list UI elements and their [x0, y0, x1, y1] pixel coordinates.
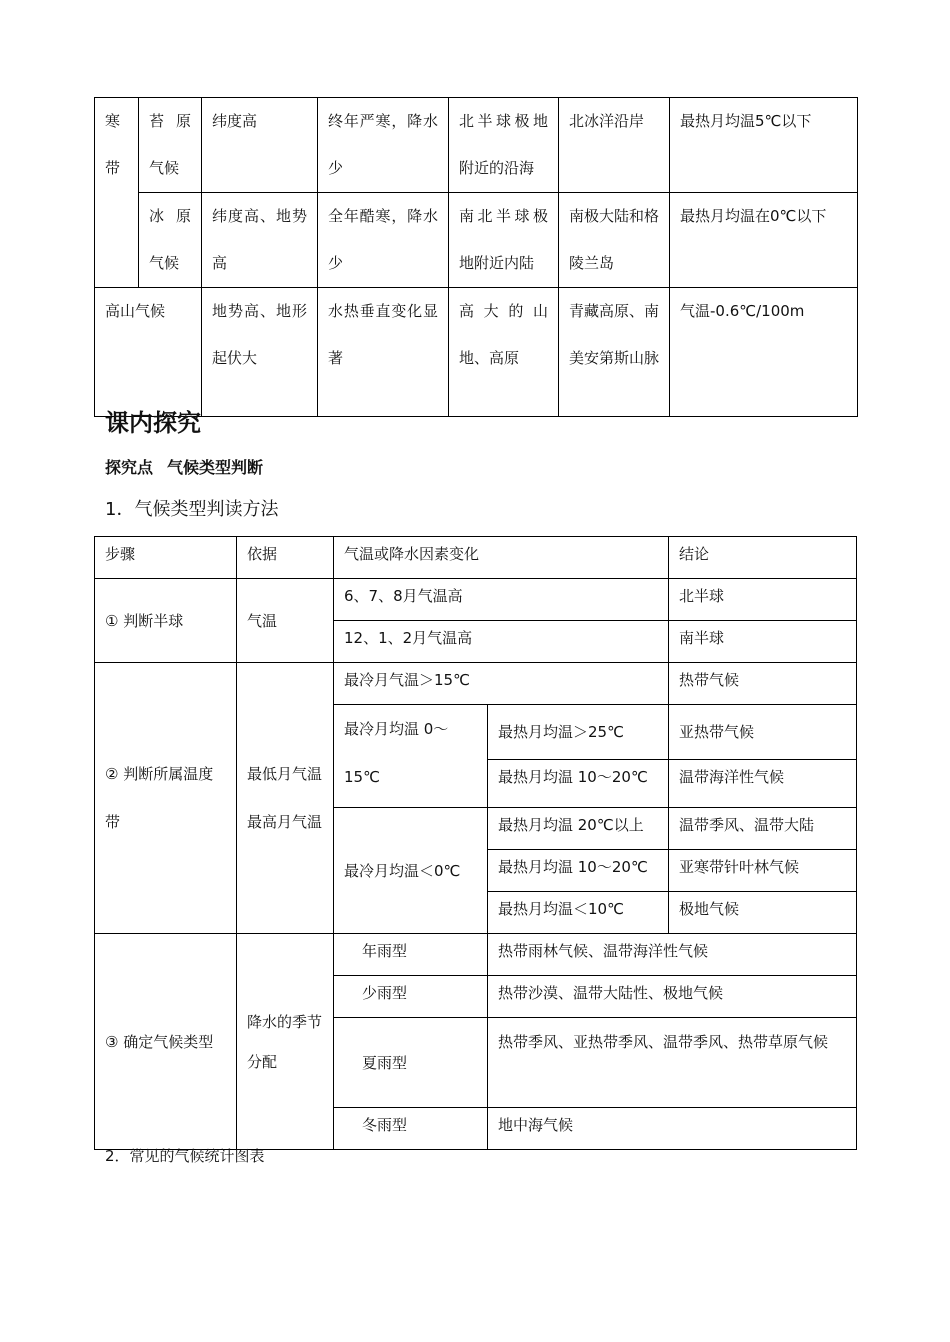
section-title: 课内探究: [105, 409, 201, 437]
basis-cell: 降水的季节分配: [237, 934, 334, 1150]
chart-section-title: 2．常见的气候统计图表: [105, 1147, 265, 1165]
result-cell: 热带雨林气候、温带海洋性气候: [488, 934, 857, 976]
indicator-cell: 最热月均温在0℃以下: [670, 193, 858, 288]
change-cell: 6、7、8月气温高: [334, 579, 669, 621]
distribution-cell: 南北半球极地附近内陆: [449, 193, 559, 288]
change-cell: 最热月均温 20℃以上: [488, 808, 669, 850]
change-cell: 最热月均温 10～20℃: [488, 759, 669, 807]
result-cell: 南半球: [669, 621, 857, 663]
result-cell: 温带海洋性气候: [669, 759, 857, 807]
step-cell: ① 判断半球: [95, 579, 237, 663]
header-cell: 步骤: [95, 537, 237, 579]
header-cell: 依据: [237, 537, 334, 579]
climate-type-cell: 冰原气候: [139, 193, 202, 288]
climate-type-table: [94, 97, 858, 417]
step-cell: ③ 确定气候类型: [95, 934, 237, 1150]
subsection-heading: [105, 455, 263, 478]
climate-type-cell: 苔原气候: [139, 98, 202, 193]
change-cell: 最冷月气温＞15℃: [334, 663, 669, 705]
subsection-label: 探究点: [105, 458, 154, 477]
result-cell: 热带沙漠、温带大陆性、极地气候: [488, 976, 857, 1018]
distribution-cell: 高大的山地、高原: [449, 288, 559, 417]
factor-cell: 地势高、地形起伏大: [202, 288, 318, 417]
example-cell: 青藏高原、南美安第斯山脉: [559, 288, 670, 417]
distribution-cell: 北半球极地附近的沿海: [449, 98, 559, 193]
result-cell: 温带季风、温带大陆: [669, 808, 857, 850]
table-row: [95, 934, 857, 976]
rain-type-cell: 冬雨型: [334, 1108, 488, 1150]
table-row: [95, 193, 858, 288]
zone-cell: 寒带: [95, 98, 139, 288]
basis-cell: 最低月气温 最高月气温: [237, 663, 334, 934]
factor-cell: 纬度高: [202, 98, 318, 193]
step-cell: ② 判断所属温度带: [95, 663, 237, 934]
indicator-cell: 气温-0.6℃/100m: [670, 288, 858, 417]
rain-type-cell: 夏雨型: [334, 1018, 488, 1108]
indicator-cell: 最热月均温5℃以下: [670, 98, 858, 193]
result-cell: 热带季风、亚热带季风、温带季风、热带草原气候: [488, 1018, 857, 1108]
method-title: 1．气候类型判读方法: [105, 499, 279, 520]
climate-method-table: [94, 536, 857, 1150]
factor-cell: 纬度高、地势高: [202, 193, 318, 288]
header-cell: 气温或降水因素变化: [334, 537, 669, 579]
result-cell: 地中海气候: [488, 1108, 857, 1150]
table-row: [95, 663, 857, 705]
change-cell: 最热月均温＜10℃: [488, 892, 669, 934]
table-row: [95, 579, 857, 621]
table-row: [95, 288, 858, 417]
climate-type-cell: 高山气候: [95, 288, 202, 417]
basis-cell: 气温: [237, 579, 334, 663]
result-cell: 亚热带气候: [669, 705, 857, 760]
header-cell: 结论: [669, 537, 857, 579]
rain-type-cell: 少雨型: [334, 976, 488, 1018]
feature-cell: 终年严寒，降水少: [318, 98, 449, 193]
range-cell: 最冷月均温＜0℃: [334, 808, 488, 934]
result-cell: 北半球: [669, 579, 857, 621]
change-cell: 最热月均温 10～20℃: [488, 850, 669, 892]
rain-type-cell: 年雨型: [334, 934, 488, 976]
feature-cell: 全年酷寒，降水少: [318, 193, 449, 288]
result-cell: 热带气候: [669, 663, 857, 705]
table-row: [95, 98, 858, 193]
example-cell: 南极大陆和格陵兰岛: [559, 193, 670, 288]
example-cell: 北冰洋沿岸: [559, 98, 670, 193]
range-cell: 最冷月均温 0～15℃: [334, 705, 488, 808]
subsection-title: 气候类型判断: [167, 458, 264, 477]
change-cell: 最热月均温＞25℃: [488, 705, 669, 760]
table-row: [95, 537, 857, 579]
result-cell: 极地气候: [669, 892, 857, 934]
feature-cell: 水热垂直变化显著: [318, 288, 449, 417]
change-cell: 12、1、2月气温高: [334, 621, 669, 663]
result-cell: 亚寒带针叶林气候: [669, 850, 857, 892]
